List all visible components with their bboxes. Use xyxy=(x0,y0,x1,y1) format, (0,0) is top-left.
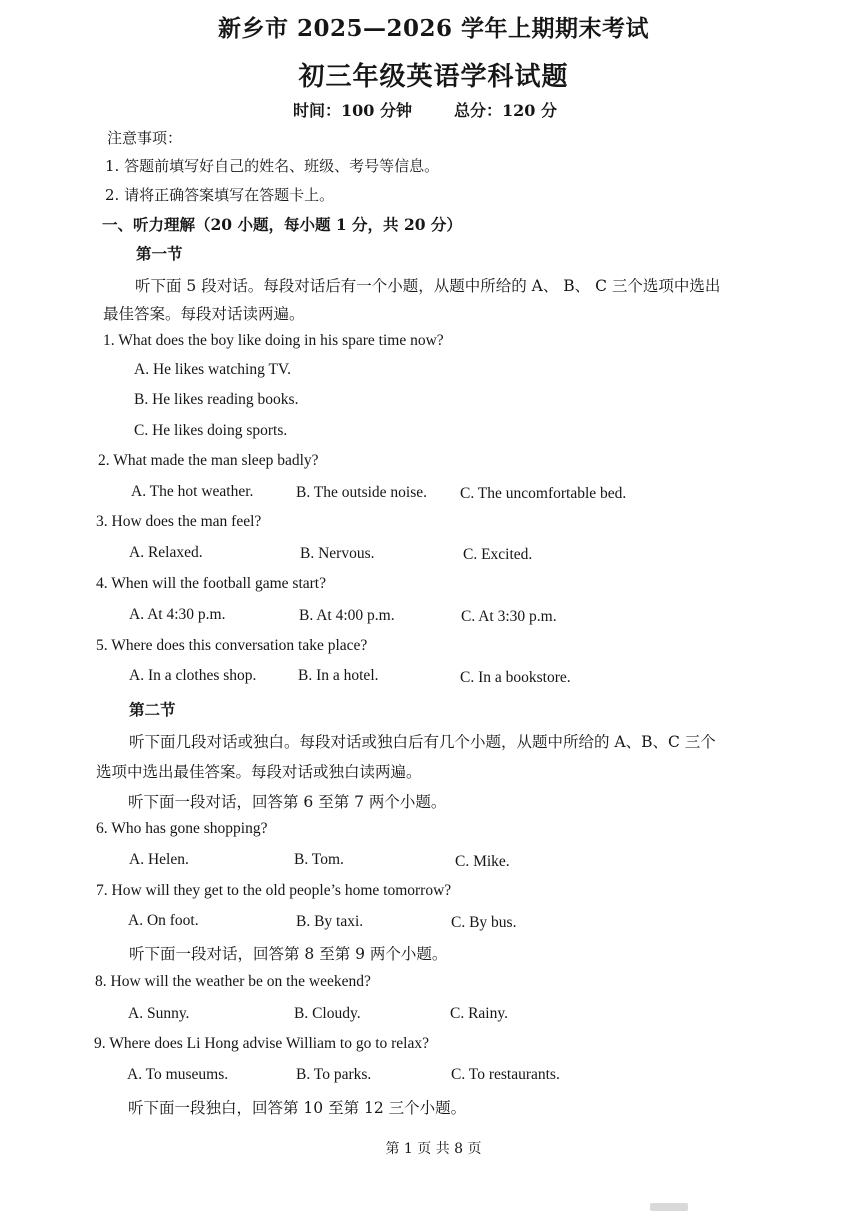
section1-instruction-cont: 最佳答案。每段对话读两遍。 xyxy=(103,305,305,323)
q6-option-b: B. Tom. xyxy=(294,851,344,868)
q8-option-c: C. Rainy. xyxy=(450,1005,508,1022)
exam-time: 时间：100 分钟 xyxy=(293,101,412,120)
q8-option-a: A. Sunny. xyxy=(128,1005,190,1022)
listen-instruction-8-9: 听下面一段对话，回答第 8 至第 9 两个小题。 xyxy=(129,945,448,963)
scan-mark xyxy=(650,1203,688,1211)
q4-option-a: A. At 4:30 p.m. xyxy=(129,606,226,623)
notes-heading: 注意事项： xyxy=(107,129,183,147)
exam-title: 新乡市 2025—2026 学年上期期末考试 xyxy=(217,15,650,42)
q1-option-c: C. He likes doing sports. xyxy=(134,422,288,439)
q7-option-a: A. On foot. xyxy=(128,912,199,929)
question-8: 8. How will the weather be on the weekend? xyxy=(95,973,371,990)
listen-instruction-6-7: 听下面一段对话，回答第 6 至第 7 两个小题。 xyxy=(128,793,447,811)
q6-option-a: A. Helen. xyxy=(129,851,189,868)
q5-option-c: C. In a bookstore. xyxy=(460,669,571,686)
question-5: 5. Where does this conversation take place? xyxy=(96,637,368,654)
question-3: 3. How does the man feel? xyxy=(96,513,262,530)
notes-item-1: 1. 答题前填写好自己的姓名、班级、考号等信息。 xyxy=(105,157,440,175)
q4-option-b: B. At 4:00 p.m. xyxy=(299,607,395,624)
q3-option-c: C. Excited. xyxy=(463,546,533,563)
q7-option-c: C. By bus. xyxy=(451,914,517,931)
q7-option-b: B. By taxi. xyxy=(296,913,364,930)
question-1: 1. What does the boy like doing in his spare time now? xyxy=(103,332,444,349)
question-9: 9. Where does Li Hong advise William to go to relax? xyxy=(94,1035,429,1052)
q6-option-c: C. Mike. xyxy=(455,853,510,870)
exam-score: 总分：120 分 xyxy=(454,101,557,120)
q2-option-b: B. The outside noise. xyxy=(296,484,428,501)
q9-option-b: B. To parks. xyxy=(296,1066,372,1083)
q5-option-a: A. In a clothes shop. xyxy=(129,667,257,684)
exam-subtitle: 初三年级英语学科试题 xyxy=(298,62,569,92)
q9-option-c: C. To restaurants. xyxy=(451,1066,560,1083)
question-4: 4. When will the football game start? xyxy=(96,575,326,592)
listen-instruction-10-12: 听下面一段独白，回答第 10 至第 12 三个小题。 xyxy=(128,1099,467,1117)
q3-option-b: B. Nervous. xyxy=(300,545,375,562)
section2-heading: 第二节 xyxy=(129,700,176,719)
question-2: 2. What made the man sleep badly? xyxy=(98,452,319,469)
q3-option-a: A. Relaxed. xyxy=(129,544,203,561)
q8-option-b: B. Cloudy. xyxy=(294,1005,361,1022)
section1-instruction: 听下面 5 段对话。每段对话后有一个小题，从题中所给的 A、 B、 C 三个选项中选出 xyxy=(135,277,721,295)
question-6: 6. Who has gone shopping? xyxy=(96,820,268,837)
notes-item-2: 2. 请将正确答案填写在答题卡上。 xyxy=(105,186,335,204)
q1-option-a: A. He likes watching TV. xyxy=(134,361,291,378)
section2-instruction-cont: 选项中选出最佳答案。每段对话或独白读两遍。 xyxy=(96,763,422,781)
q1-option-b: B. He likes reading books. xyxy=(134,391,299,408)
section1-heading: 第一节 xyxy=(136,244,183,263)
q5-option-b: B. In a hotel. xyxy=(298,667,379,684)
section2-instruction: 听下面几段对话或独白。每段对话或独白后有几个小题，从题中所给的 A、B、C 三个 xyxy=(129,733,716,751)
q2-option-c: C. The uncomfortable bed. xyxy=(460,485,627,502)
question-7: 7. How will they get to the old people’s home tomorrow? xyxy=(96,882,452,899)
part1-heading: 一、听力理解（20 小题，每小题 1 分，共 20 分） xyxy=(102,215,462,234)
q2-option-a: A. The hot weather. xyxy=(131,483,254,500)
page-number: 第 1 页 共 8 页 xyxy=(385,1141,482,1157)
q9-option-a: A. To museums. xyxy=(127,1066,229,1083)
q4-option-c: C. At 3:30 p.m. xyxy=(461,608,557,625)
